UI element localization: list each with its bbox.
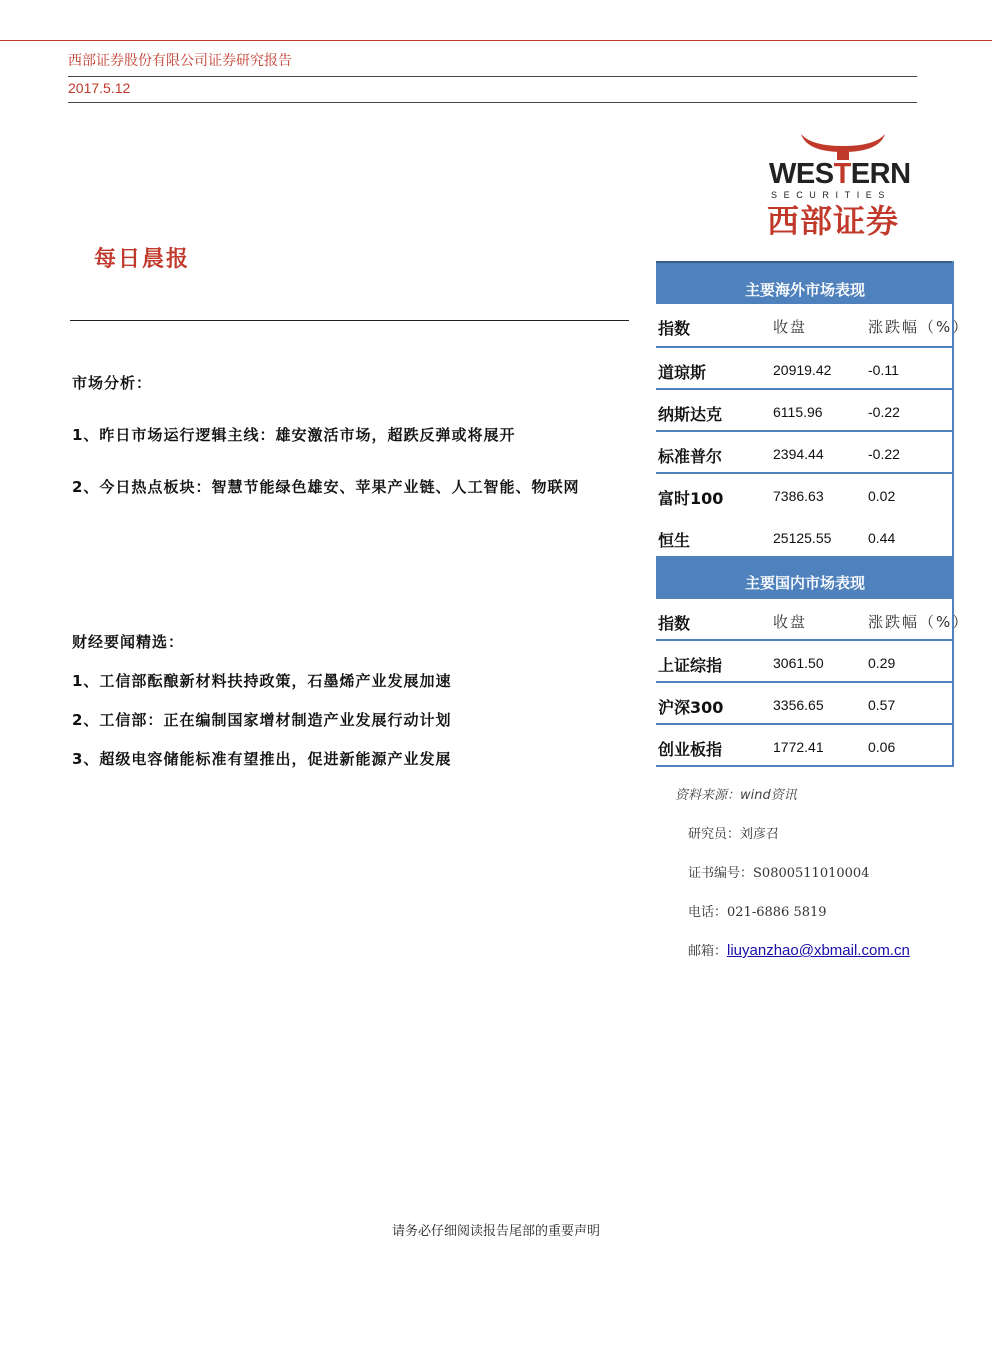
certificate-label: 证书编号：	[688, 866, 754, 881]
index-name: 纳斯达克	[658, 405, 723, 424]
market-analysis-heading: 市场分析：	[72, 374, 153, 392]
phone-label: 电话：	[688, 905, 728, 920]
close-value: 3356.65	[773, 697, 824, 713]
certificate-line	[688, 862, 869, 881]
domestic-market-table	[656, 556, 970, 767]
news-item: 2、工信部：正在编制国家增材制造产业发展行动计划	[72, 711, 452, 729]
header-top-rule	[0, 40, 992, 41]
news-item: 3、超级电容储能标准有望推出，促进新能源产业发展	[72, 750, 452, 768]
index-name: 恒生	[658, 531, 691, 550]
close-value: 7386.63	[773, 488, 824, 504]
index-name: 道琼斯	[658, 363, 707, 382]
table-header-row	[656, 304, 970, 348]
table-row	[656, 725, 954, 767]
header-close: 收盘	[773, 613, 808, 631]
market-analysis-item: 2、今日热点板块：智慧节能绿色雄安、苹果产业链、人工智能、物联网	[72, 478, 580, 496]
change-value: 0.44	[868, 530, 896, 546]
table-row	[656, 474, 954, 516]
index-name: 创业板指	[658, 740, 723, 759]
header-index: 指数	[658, 319, 691, 338]
header-change: 涨跌幅（%）	[868, 613, 970, 631]
overseas-market-table	[656, 261, 970, 558]
table-row	[656, 432, 954, 474]
news-item: 1、工信部酝酿新材料扶持政策，石墨烯产业发展加速	[72, 672, 452, 690]
researcher-label: 研究员：	[688, 827, 741, 842]
email-link[interactable]: liuyanzhao@xbmail.com.cn	[727, 942, 910, 959]
overseas-table-title: 主要海外市场表现	[656, 261, 954, 304]
table-frame-right	[952, 261, 954, 767]
phone-number: 021-6886 5819	[727, 905, 827, 920]
table-row	[656, 683, 954, 725]
title-rule	[70, 320, 629, 321]
bull-horns-icon	[793, 130, 893, 160]
footer-disclaimer: 请务必仔细阅读报告尾部的重要声明	[391, 1224, 600, 1239]
change-value: 0.06	[868, 739, 896, 755]
close-value: 3061.50	[773, 655, 824, 671]
certificate-number: S0800511010004	[753, 866, 870, 881]
header-divider	[68, 76, 917, 77]
header-date: 2017.5.12	[68, 80, 131, 96]
logo-wordmark: WESTERN	[769, 158, 911, 190]
header-bottom-rule	[68, 102, 917, 103]
domestic-table-title: 主要国内市场表现	[656, 556, 954, 599]
data-source: 资料来源：wind资讯	[675, 788, 797, 803]
phone-line	[688, 901, 827, 920]
table-row	[656, 348, 954, 390]
close-value: 20919.42	[773, 362, 832, 378]
company-logo	[765, 128, 917, 240]
header-index: 指数	[658, 614, 691, 633]
market-analysis-item: 1、昨日市场运行逻辑主线：雄安激活市场，超跌反弹或将展开	[72, 426, 516, 444]
index-name: 上证综指	[658, 656, 723, 675]
change-value: -0.11	[868, 362, 899, 378]
index-name: 标准普尔	[658, 447, 723, 466]
table-row	[656, 516, 954, 558]
change-value: 0.29	[868, 655, 896, 671]
logo-securities-text: SECURITIES	[771, 190, 892, 200]
close-value: 6115.96	[773, 404, 823, 420]
change-value: 0.02	[868, 488, 896, 504]
change-value: -0.22	[868, 404, 900, 420]
news-heading: 财经要闻精选：	[72, 633, 185, 651]
index-name: 沪深300	[658, 698, 724, 717]
researcher-name: 刘彦召	[740, 827, 780, 842]
close-value: 1772.41	[773, 739, 824, 755]
close-value: 2394.44	[773, 446, 824, 462]
email-label: 邮箱：	[688, 944, 728, 959]
header-close: 收盘	[773, 318, 808, 336]
index-name: 富时100	[658, 489, 724, 508]
table-row	[656, 390, 954, 432]
header-company: 西部证券股份有限公司证券研究报告	[68, 53, 292, 69]
table-header-row	[656, 599, 970, 641]
researcher-line	[688, 823, 779, 842]
close-value: 25125.55	[773, 530, 832, 546]
header-change: 涨跌幅（%）	[868, 318, 970, 336]
email-line	[688, 940, 910, 959]
change-value: 0.57	[868, 697, 896, 713]
logo-chinese-name: 西部证券	[767, 202, 900, 240]
table-row	[656, 641, 954, 683]
page-title: 每日晨报	[94, 247, 191, 272]
change-value: -0.22	[868, 446, 900, 462]
